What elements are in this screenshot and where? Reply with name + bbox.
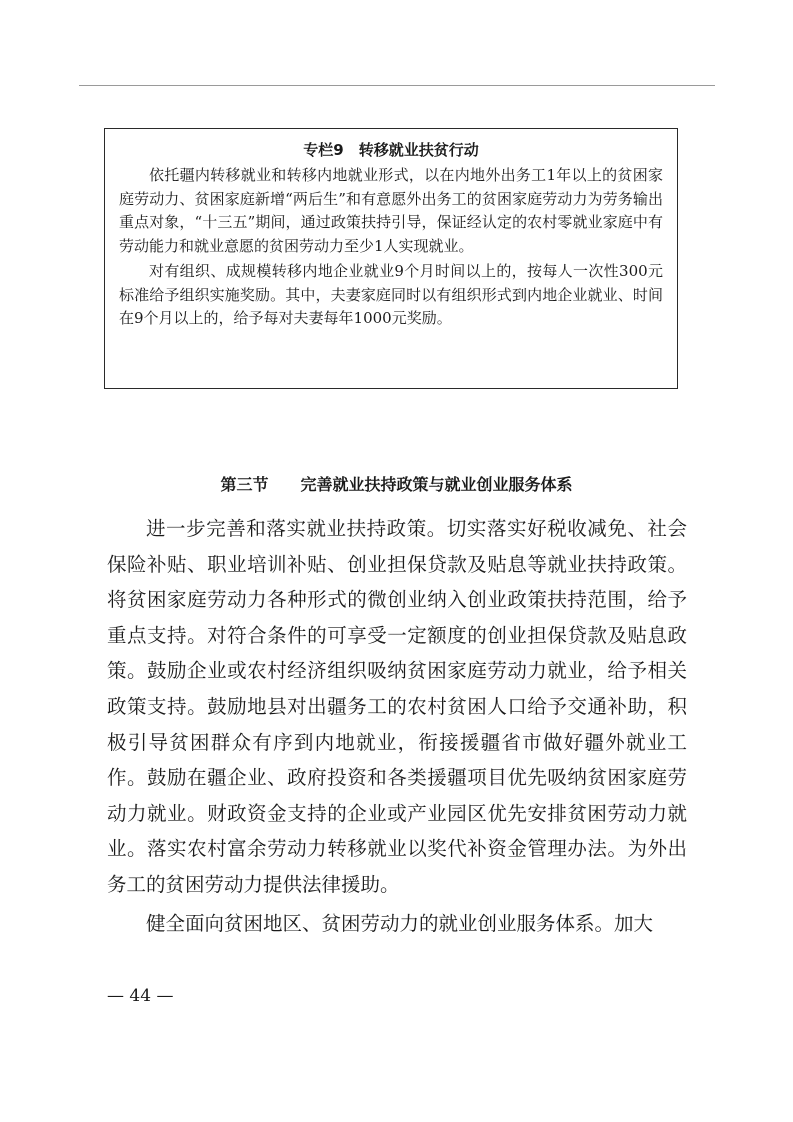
- body-text: [107, 511, 687, 941]
- section-number: 第三节: [220, 475, 269, 494]
- section-heading: [0, 474, 793, 496]
- body-paragraph-1: 进一步完善和落实就业扶持政策。切实落实好税收减免、社会保险补贴、职业培训补贴、创业担保贷款及贴息等就业扶持政策。将贫困家庭劳动力各种形式的微创业纳入创业政策扶持范围，给予重点支持。对符合条件的可享受一定额度的创业担保贷款及贴息政策。鼓励企业或农村经济组织吸纳贫困家庭劳动力就业，给予相关政策支持。鼓励地县对出疆务工的农村贫困人口给予交通补助，积极引导贫困群众有序到内地就业，衔接援疆省市做好疆外就业工作。鼓励在疆企业、政府投资和各类援疆项目优先吸纳贫困家庭劳动力就业。财政资金支持的企业或产业园区优先安排贫困劳动力就业。落实农村富余劳动力转移就业以奖代补资金管理办法。为外出务工的贫困劳动力提供法律援助。: [107, 517, 687, 896]
- box-paragraph-2: 对有组织、成规模转移内地企业就业9个月时间以上的，按每人一次性300元标准给予组织实施奖励。其中，夫妻家庭同时以有组织形式到内地企业就业、时间在9个月以上的，给予每对夫妻每年1000元奖励。: [119, 262, 663, 327]
- feature-box: [104, 128, 678, 389]
- body-paragraph-2: 健全面向贫困地区、贫困劳动力的就业创业服务体系。加大: [146, 911, 654, 935]
- header-rule: [79, 85, 715, 86]
- box-title: 专栏9 转移就业扶贫行动: [303, 141, 479, 159]
- box-paragraph-1: 依托疆内转移就业和转移内地就业形式，以在内地外出务工1年以上的贫困家庭劳动力、贫困家庭新增“两后生”和有意愿外出务工的贫困家庭劳动力为劳务输出重点对象，“十三五”期间，通过政策扶持引导，保证经认定的农村零就业家庭中有劳动能力和就业意愿的贫困劳动力至少1人实现就业。: [119, 166, 663, 255]
- page-number: — 44 —: [107, 986, 174, 1006]
- section-title-text: 完善就业扶持政策与就业创业服务体系: [300, 475, 573, 494]
